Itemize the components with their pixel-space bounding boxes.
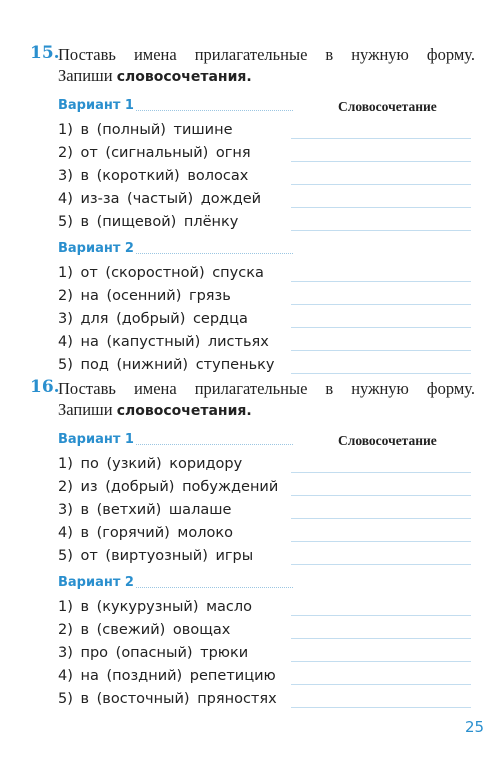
list-item: 4) на (капустный) листьях (58, 332, 475, 355)
answer-line[interactable] (291, 638, 471, 639)
task-16 (30, 378, 475, 712)
list-item: 3) про (опасный) трюки (58, 643, 475, 666)
list-item: 2) в (свежий) овощах (58, 620, 475, 643)
dotted-rule (128, 110, 293, 111)
variant-header (58, 241, 475, 263)
answer-line[interactable] (291, 138, 471, 139)
keyword: словосочетания. (116, 403, 252, 419)
task-instruction: Поставь имена прилагательные в нужную форму. (58, 379, 475, 398)
list-item: 3) в (ветхий) шалаше (58, 500, 475, 523)
list-item: 2) на (осенний) грязь (58, 286, 475, 309)
list-item: 1) по (узкий) коридору (58, 454, 475, 477)
task-header (30, 44, 475, 88)
answer-line[interactable] (291, 495, 471, 496)
list-item: 5) под (нижний) ступеньку (58, 355, 475, 378)
list-item: 1) в (кукурузный) масло (58, 597, 475, 620)
answer-line[interactable] (291, 684, 471, 685)
answer-line[interactable] (291, 281, 471, 282)
answer-line[interactable] (291, 541, 471, 542)
column-header: Словосочетание (338, 99, 437, 114)
answer-line[interactable] (291, 327, 471, 328)
answer-line[interactable] (291, 615, 471, 616)
variant-header (58, 575, 475, 597)
variant-header (58, 98, 475, 120)
task-header (30, 378, 475, 422)
answer-line[interactable] (291, 373, 471, 374)
list-item: 2) из (добрый) побуждений (58, 477, 475, 500)
variant-label: Вариант 1 (58, 432, 134, 447)
variant-label: Вариант 2 (58, 241, 134, 256)
answer-line[interactable] (291, 564, 471, 565)
list-item: 3) для (добрый) сердца (58, 309, 475, 332)
answer-line[interactable] (291, 184, 471, 185)
answer-line[interactable] (291, 518, 471, 519)
answer-line[interactable] (291, 472, 471, 473)
answer-line[interactable] (291, 707, 471, 708)
list-item: 3) в (короткий) волосах (58, 166, 475, 189)
answer-line[interactable] (291, 350, 471, 351)
column-header: Словосочетание (338, 433, 437, 448)
variant-label: Вариант 2 (58, 575, 134, 590)
dotted-rule (128, 444, 293, 445)
answer-line[interactable] (291, 304, 471, 305)
variant-header (58, 432, 475, 454)
list-item: 1) в (полный) тишине (58, 120, 475, 143)
list-item: 4) из-за (частый) дождей (58, 189, 475, 212)
task-instruction: Поставь имена прилагательные в нужную форму. (58, 45, 475, 64)
answer-line[interactable] (291, 661, 471, 662)
task-number: 15. (30, 43, 60, 63)
list-item: 5) в (восточный) пряностях (58, 689, 475, 712)
answer-line[interactable] (291, 230, 471, 231)
task-15 (30, 44, 475, 378)
page-number: 25 (465, 718, 485, 736)
answer-line[interactable] (291, 161, 471, 162)
dotted-rule (128, 587, 293, 588)
list-item: 4) на (поздний) репетицию (58, 666, 475, 689)
list-item: 2) от (сигнальный) огня (58, 143, 475, 166)
answer-line[interactable] (291, 207, 471, 208)
keyword: словосочетания. (116, 69, 252, 85)
list-item: 5) от (виртуозный) игры (58, 546, 475, 569)
list-item: 5) в (пищевой) плёнку (58, 212, 475, 235)
dotted-rule (128, 253, 293, 254)
task-number: 16. (30, 377, 60, 397)
list-item: 4) в (горячий) молоко (58, 523, 475, 546)
list-item: 1) от (скоростной) спуска (58, 263, 475, 286)
task-instruction-line2: Запиши словосочетания. (58, 66, 252, 85)
task-instruction-line2: Запиши словосочетания. (58, 400, 252, 419)
variant-label: Вариант 1 (58, 98, 134, 113)
